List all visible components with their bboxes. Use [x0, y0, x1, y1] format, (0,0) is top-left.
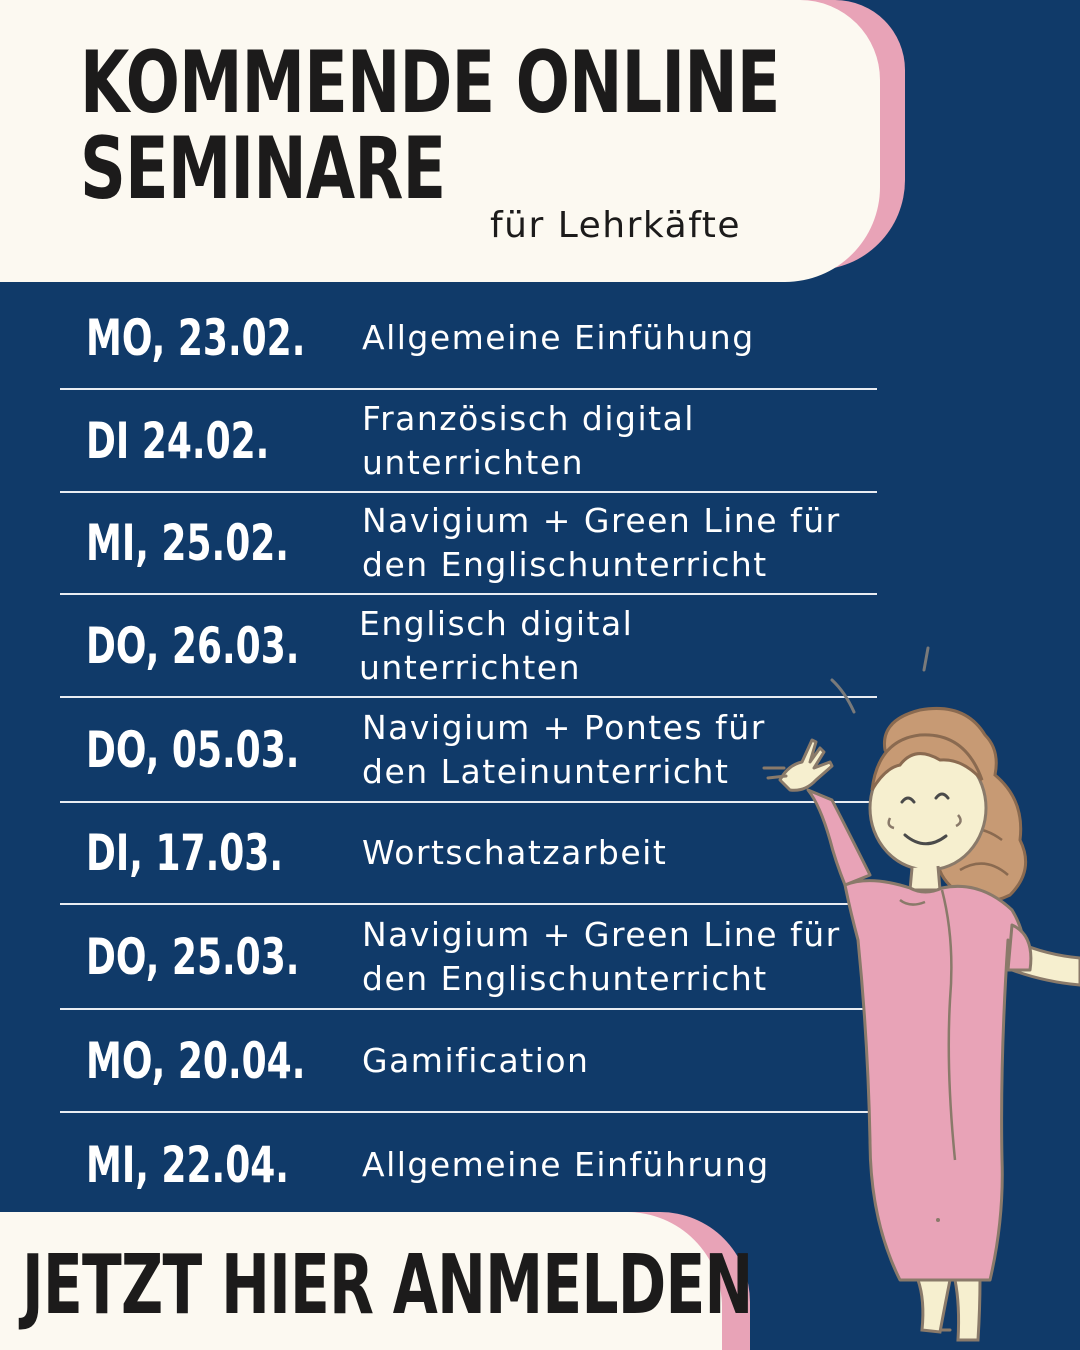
page-subtitle: für Lehrkäfte — [490, 205, 742, 246]
seminar-row — [60, 493, 877, 595]
seminar-row — [60, 288, 877, 390]
seminar-date: MI, 22.04. — [86, 1136, 289, 1194]
seminar-topic: Allgemeine Einfühung — [362, 318, 755, 357]
seminar-date: DO, 25.03. — [86, 927, 300, 986]
seminar-date: DO, 05.03. — [86, 720, 300, 779]
seminar-topic: Wortschatzarbeit — [362, 833, 668, 872]
seminar-topic: Französisch digital unterrichten — [362, 398, 695, 482]
title-line-1: KOMMENDE ONLINE — [80, 33, 780, 133]
seminar-topic: Navigium + Pontes für den Lateinunterricht — [362, 707, 766, 791]
seminar-topic: Allgemeine Einführung — [362, 1145, 770, 1184]
seminar-date: DI, 17.03. — [86, 824, 284, 882]
signup-button[interactable]: JETZT HIER ANMELDEN — [22, 1238, 753, 1333]
seminar-topic: Englisch digital unterrichten — [359, 603, 634, 687]
seminar-topic: Navigium + Green Line für den Englischunterricht — [362, 914, 841, 998]
seminar-date: MO, 20.04. — [86, 1031, 306, 1090]
seminar-topic: Navigium + Green Line für den Englischunterricht — [362, 501, 841, 584]
seminar-date: MI, 25.02. — [86, 514, 289, 572]
seminar-date: DI 24.02. — [86, 411, 270, 470]
page-title — [80, 33, 780, 219]
title-line-2: SEMINARE — [80, 119, 446, 219]
seminar-row — [60, 390, 877, 493]
seminar-date: DO, 26.03. — [86, 616, 300, 675]
seminar-topic: Gamification — [362, 1040, 590, 1080]
seminar-date: MO, 23.02. — [86, 309, 306, 367]
waving-girl-illustration — [750, 640, 1080, 1350]
